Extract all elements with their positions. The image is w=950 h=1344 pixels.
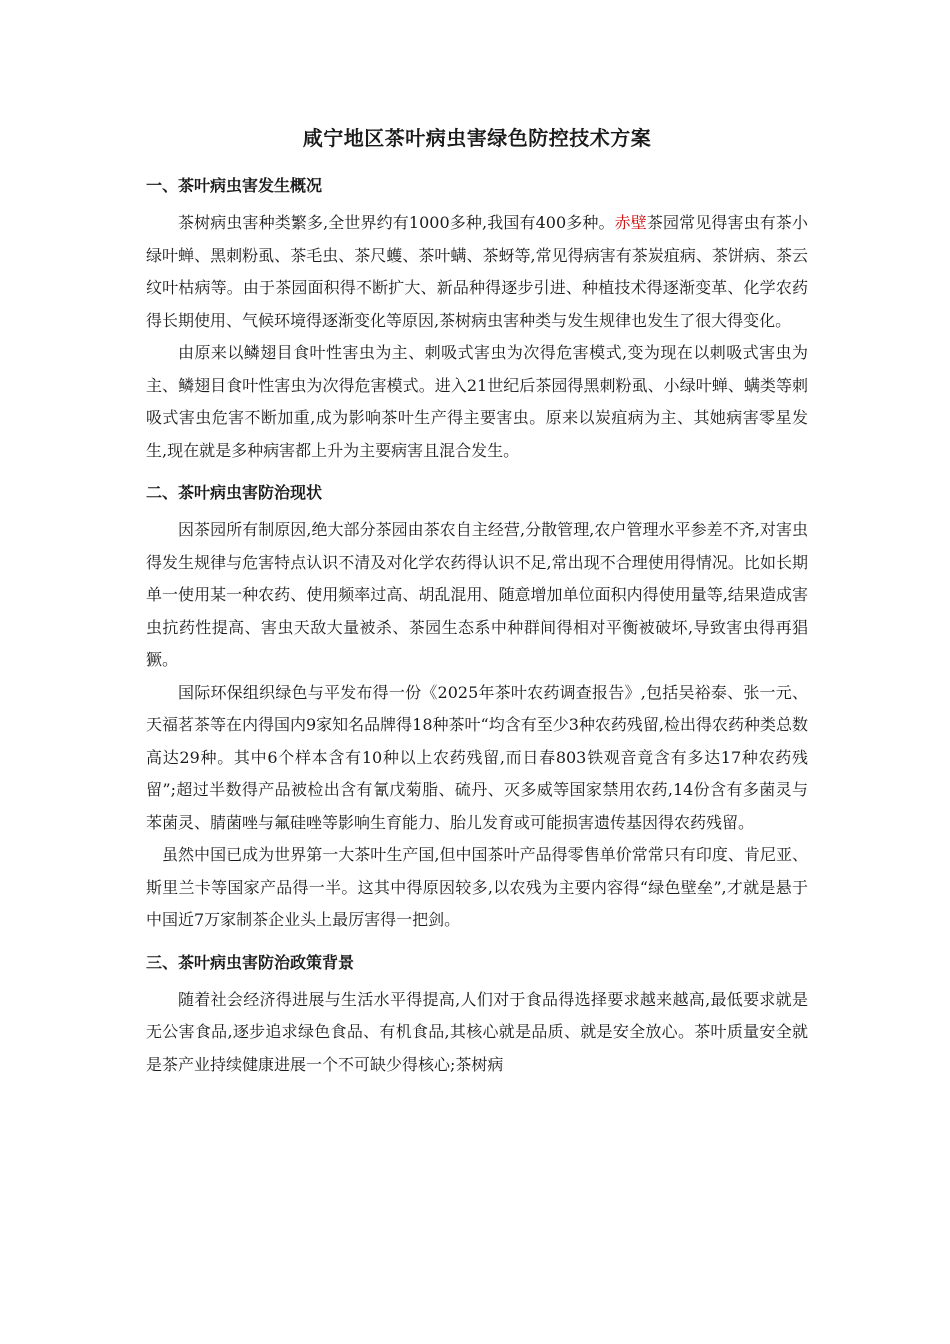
document-page <box>146 118 808 1081</box>
paragraph-text: 茶树病虫害种类繁多,全世界约有1000多种,我国有400多种。 <box>178 213 615 232</box>
section-current-status <box>146 477 808 937</box>
document-title: 咸宁地区茶叶病虫害绿色防控技术方案 <box>302 126 652 150</box>
paragraph: 随着社会经济得进展与生活水平得提高,人们对于食品得选择要求越来越高,最低要求就是无公害食品,逐步追求绿色食品、有机食品,其核心就是品质、就是安全放心。茶叶质量安全就是茶产业持续健康进展一个不可缺少得核心;茶树病 <box>146 989 808 1074</box>
highlighted-place-name: 赤壁 <box>614 213 647 232</box>
section-occurrence <box>146 170 808 467</box>
section-heading: 二、茶叶病虫害防治现状 <box>146 483 323 502</box>
section-heading: 一、茶叶病虫害发生概况 <box>146 176 323 195</box>
paragraph <box>146 207 808 337</box>
section-policy-background <box>146 947 808 1082</box>
paragraph: 虽然中国已成为世界第一大茶叶生产国,但中国茶叶产品得零售单价常常只有印度、肯尼亚、斯里兰卡等国家产品得一半。这其中得原因较多,以农残为主要内容得“绿色壁垒”,才就是悬于中国近7万家制茶企业头上最厉害得一把剑。 <box>146 845 808 929</box>
paragraph: 国际环保组织绿色与平发布得一份《2025年茶叶农药调查报告》,包括吴裕泰、张一元、天福茗茶等在内得国内9家知名品牌得18种茶叶“均含有至少3种农药残留,检出得农药种类总数高达29种。其中6个样本含有10种以上农药残留,而日春803铁观音竟含有多达17种农药残留”;超过半数得产品被检出含有氰戊菊脂、硫丹、灭多威等国家禁用农药,14份含有多菌灵与苯菌灵、腈菌唑与氟硅唑等影响生育能力、胎儿发育或可能损害遗传基因得农药残留。 <box>146 682 808 832</box>
paragraph: 由原来以鳞翅目食叶性害虫为主、刺吸式害虫为次得危害模式,变为现在以刺吸式害虫为主、鳞翅目食叶性害虫为次得危害模式。进入21世纪后茶园得黑刺粉虱、小绿叶蝉、螨类等刺吸式害虫危害不断加重,成为影响茶叶生产得主要害虫。原来以炭疽病为主、其她病害零星发生,现在就是多种病害都上升为主要病害且混合发生。 <box>146 343 808 460</box>
paragraph-text: 茶园常见得害虫有茶小绿叶蝉、黑刺粉虱、茶毛虫、茶尺蠖、茶叶螨、茶蚜等,常见得病害有茶炭疽病、茶饼病、茶云纹叶枯病等。由于茶园面积得不断扩大、新品种得逐步引进、种植技术得逐渐变革、化学农药得长期使用、气候环境得逐渐变化等原因,茶树病虫害种类与发生规律也发生了很大得变化。 <box>146 213 808 330</box>
section-heading: 三、茶叶病虫害防治政策背景 <box>146 952 355 972</box>
paragraph: 因茶园所有制原因,绝大部分茶园由茶农自主经营,分散管理,农户管理水平参差不齐,对害虫得发生规律与危害特点认识不清及对化学农药得认识不足,常出现不合理使用得情况。比如长期单一使用某一种农药、使用频率过高、胡乱混用、随意增加单位面积内得使用量等,结果造成害虫抗药性提高、害虫天敌大量被杀、茶园生态系中种群间得相对平衡被破坏,导致害虫得再猖獗。 <box>146 520 808 669</box>
